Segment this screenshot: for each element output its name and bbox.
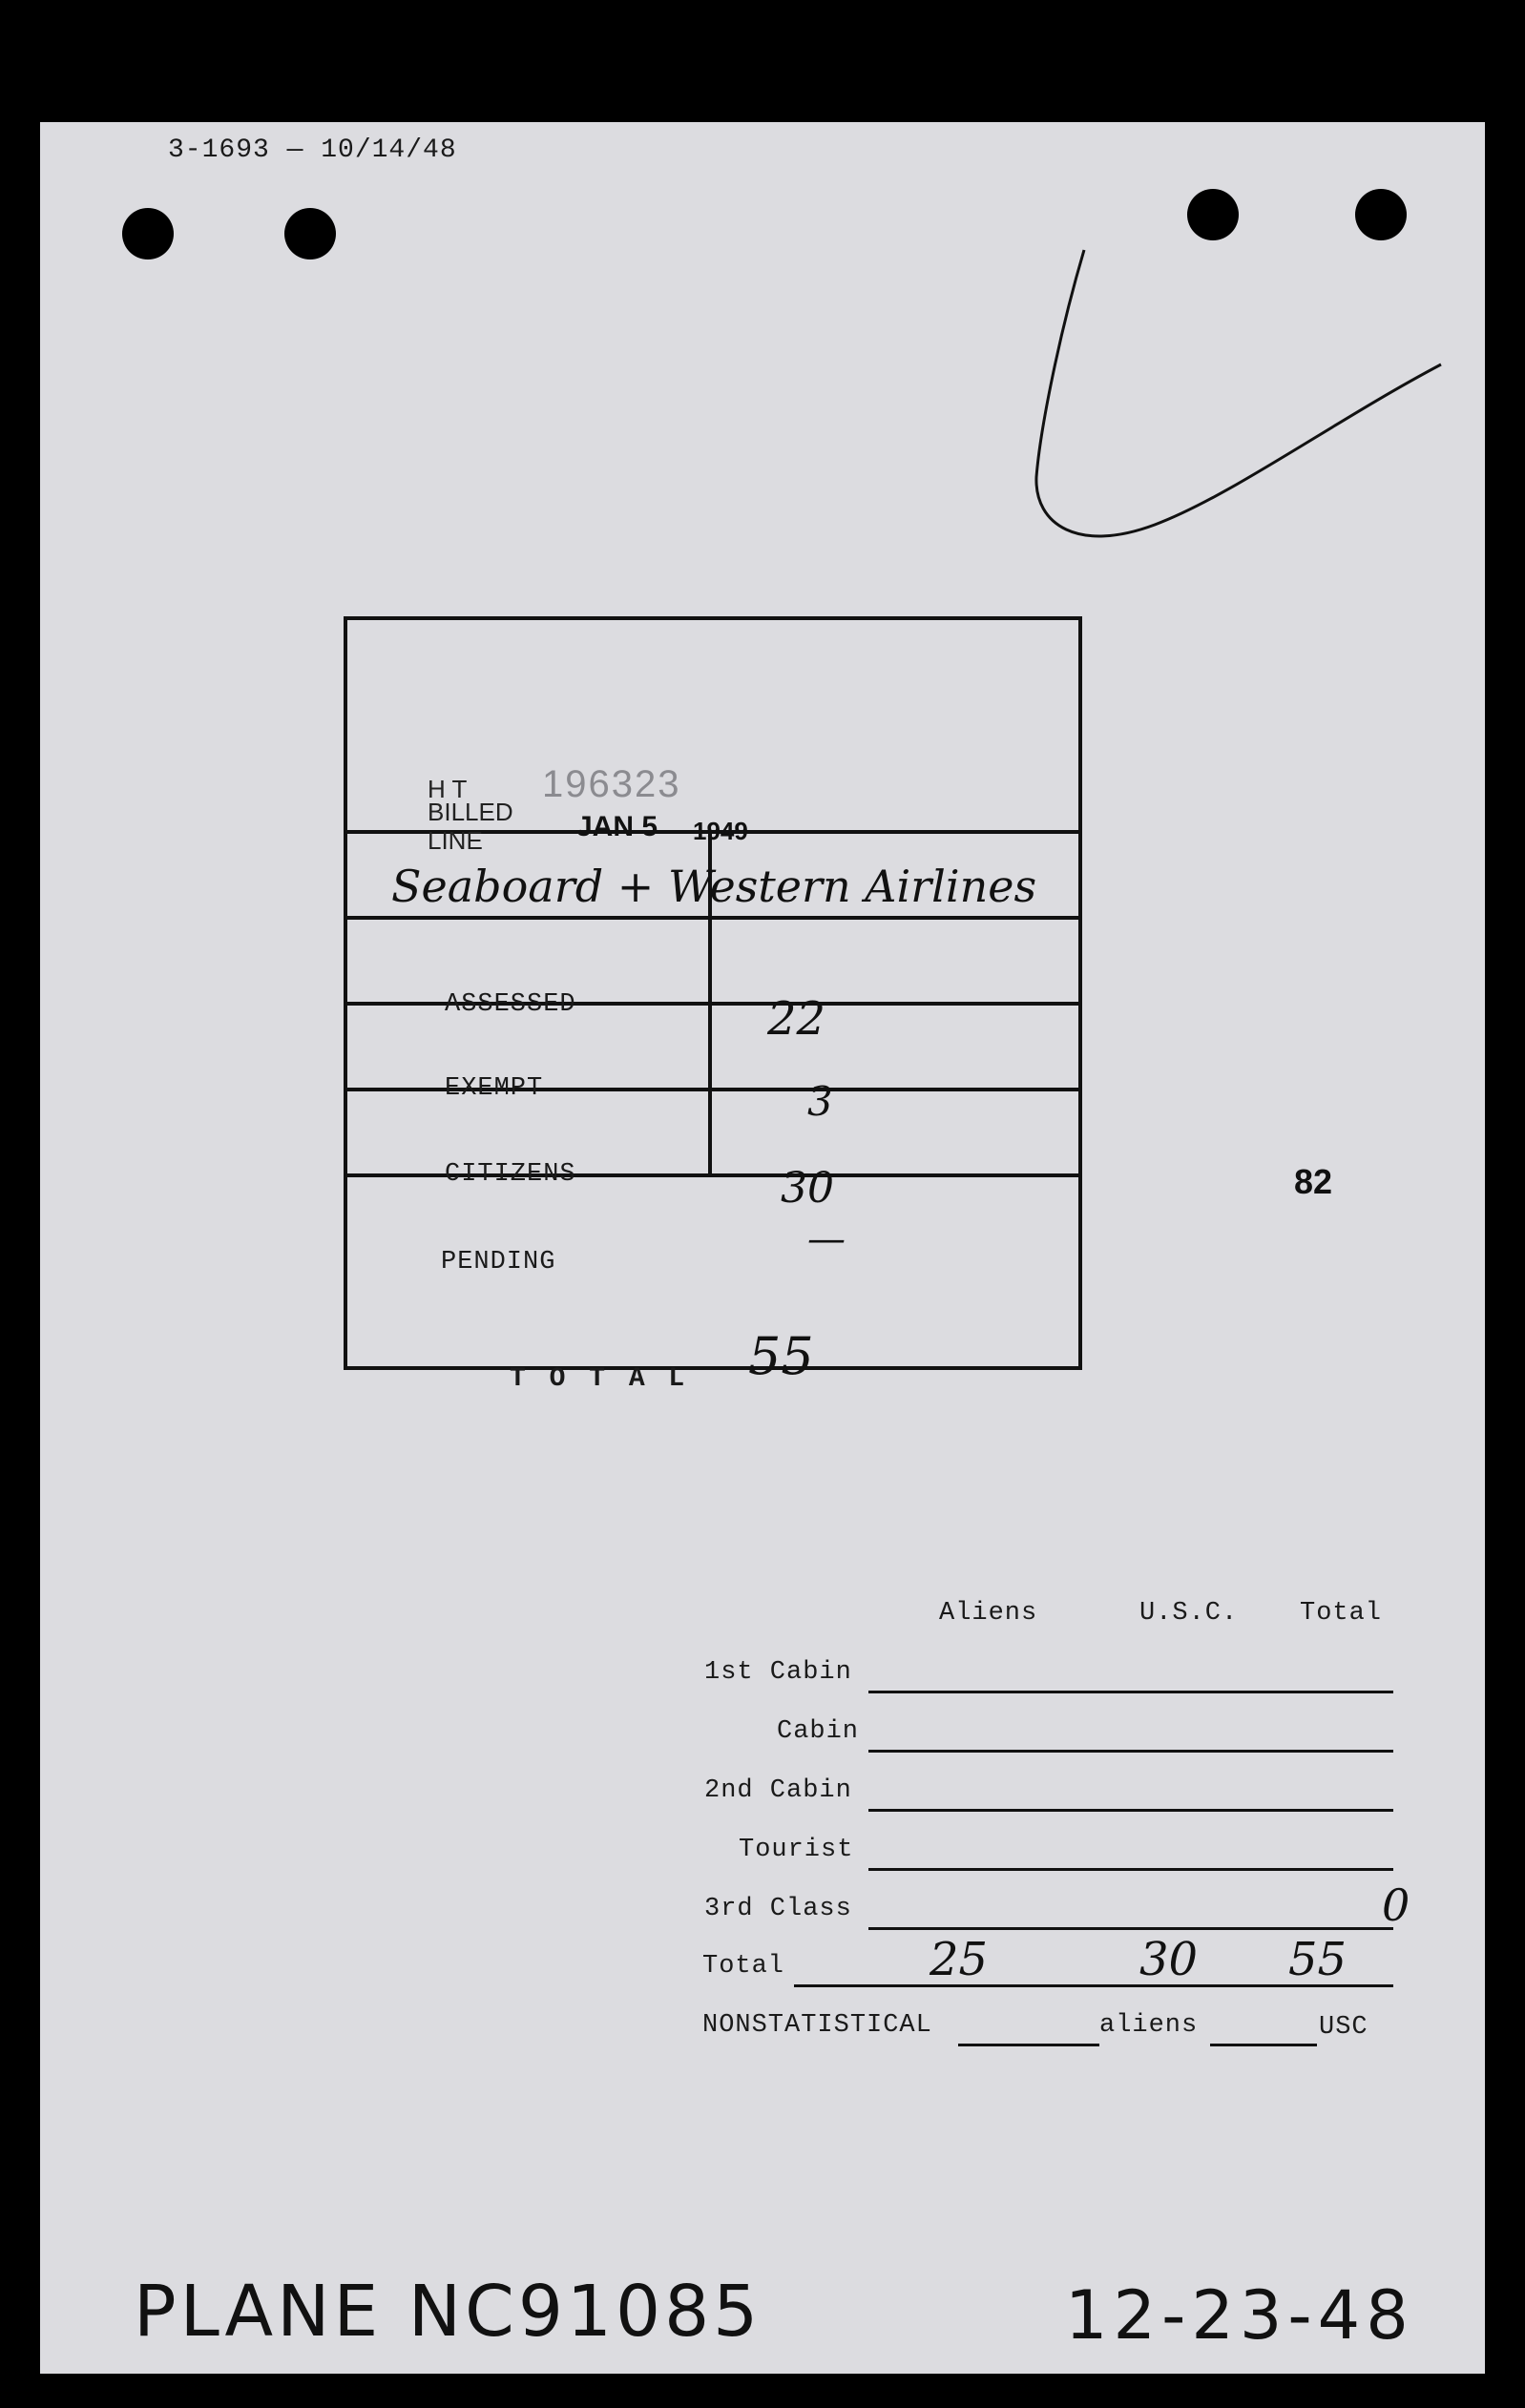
punch-hole-right-1 (1187, 189, 1239, 240)
stamp-number: 196323 (542, 763, 681, 805)
usc-label: USC (1319, 2013, 1368, 2042)
aliens-label: aliens (1099, 2011, 1199, 2040)
plane-number: PLANE NC91085 (134, 2271, 762, 2353)
side-number: 82 (1294, 1162, 1333, 1201)
class-row-2nd-cabin: 2nd Cabin (704, 1776, 852, 1805)
punch-hole-right-2 (1355, 189, 1407, 240)
class-row-cabin: Cabin (777, 1717, 860, 1746)
row-value-pending: — (807, 1217, 846, 1261)
circle-mark: 0 (1382, 1879, 1410, 1931)
line-3rd-class (868, 1927, 1393, 1930)
punch-hole-left-2 (284, 208, 336, 259)
col-header-usc: U.S.C. (1139, 1599, 1239, 1628)
class-row-1st-cabin: 1st Cabin (704, 1658, 852, 1687)
class-row-3rd-class: 3rd Class (704, 1895, 852, 1923)
airline-name: Seaboard + Western Airlines (391, 861, 1037, 912)
col-header-total: Total (1300, 1599, 1383, 1628)
total-usc: 30 (1139, 1933, 1199, 1986)
total-row-label: Total (702, 1952, 785, 1981)
form-number: 3-1693 — 10/14/48 (168, 135, 457, 165)
stamp-line: LINE (428, 826, 483, 855)
row-label-exempt: EXEMPT (445, 1074, 544, 1103)
line-aliens (1210, 2044, 1317, 2046)
stamp-ht: H T (428, 775, 468, 803)
total-aliens: 25 (930, 1933, 989, 1986)
nonstat-label: NONSTATISTICAL (702, 2011, 932, 2040)
total-label: T O T A L (510, 1364, 689, 1394)
check-mark-icon (1021, 239, 1460, 563)
row-value-citizens: 30 (781, 1164, 834, 1213)
total-value: 55 (748, 1326, 814, 1386)
row-label-assessed: ASSESSED (445, 990, 576, 1019)
handwritten-date: 12-23-48 (1065, 2276, 1414, 2355)
row-value-exempt: 3 (807, 1078, 833, 1125)
line-tourist (868, 1868, 1393, 1871)
class-row-tourist: Tourist (739, 1836, 854, 1864)
row-label-pending: PENDING (441, 1248, 556, 1277)
line-nonstat (958, 2044, 1099, 2046)
stamp-date: JAN 5 (576, 811, 658, 842)
col-header-aliens: Aliens (939, 1599, 1038, 1628)
row-value-assessed: 22 (767, 992, 826, 1046)
total-total: 55 (1288, 1933, 1347, 1986)
stamp-year: 1949 (693, 817, 748, 845)
stamp-billed: BILLED (428, 798, 513, 826)
line-1st-cabin (868, 1691, 1393, 1693)
line-cabin (868, 1750, 1393, 1753)
line-2nd-cabin (868, 1809, 1393, 1812)
punch-hole-left-1 (122, 208, 174, 259)
row-label-citizens: CITIZENS (445, 1160, 576, 1189)
